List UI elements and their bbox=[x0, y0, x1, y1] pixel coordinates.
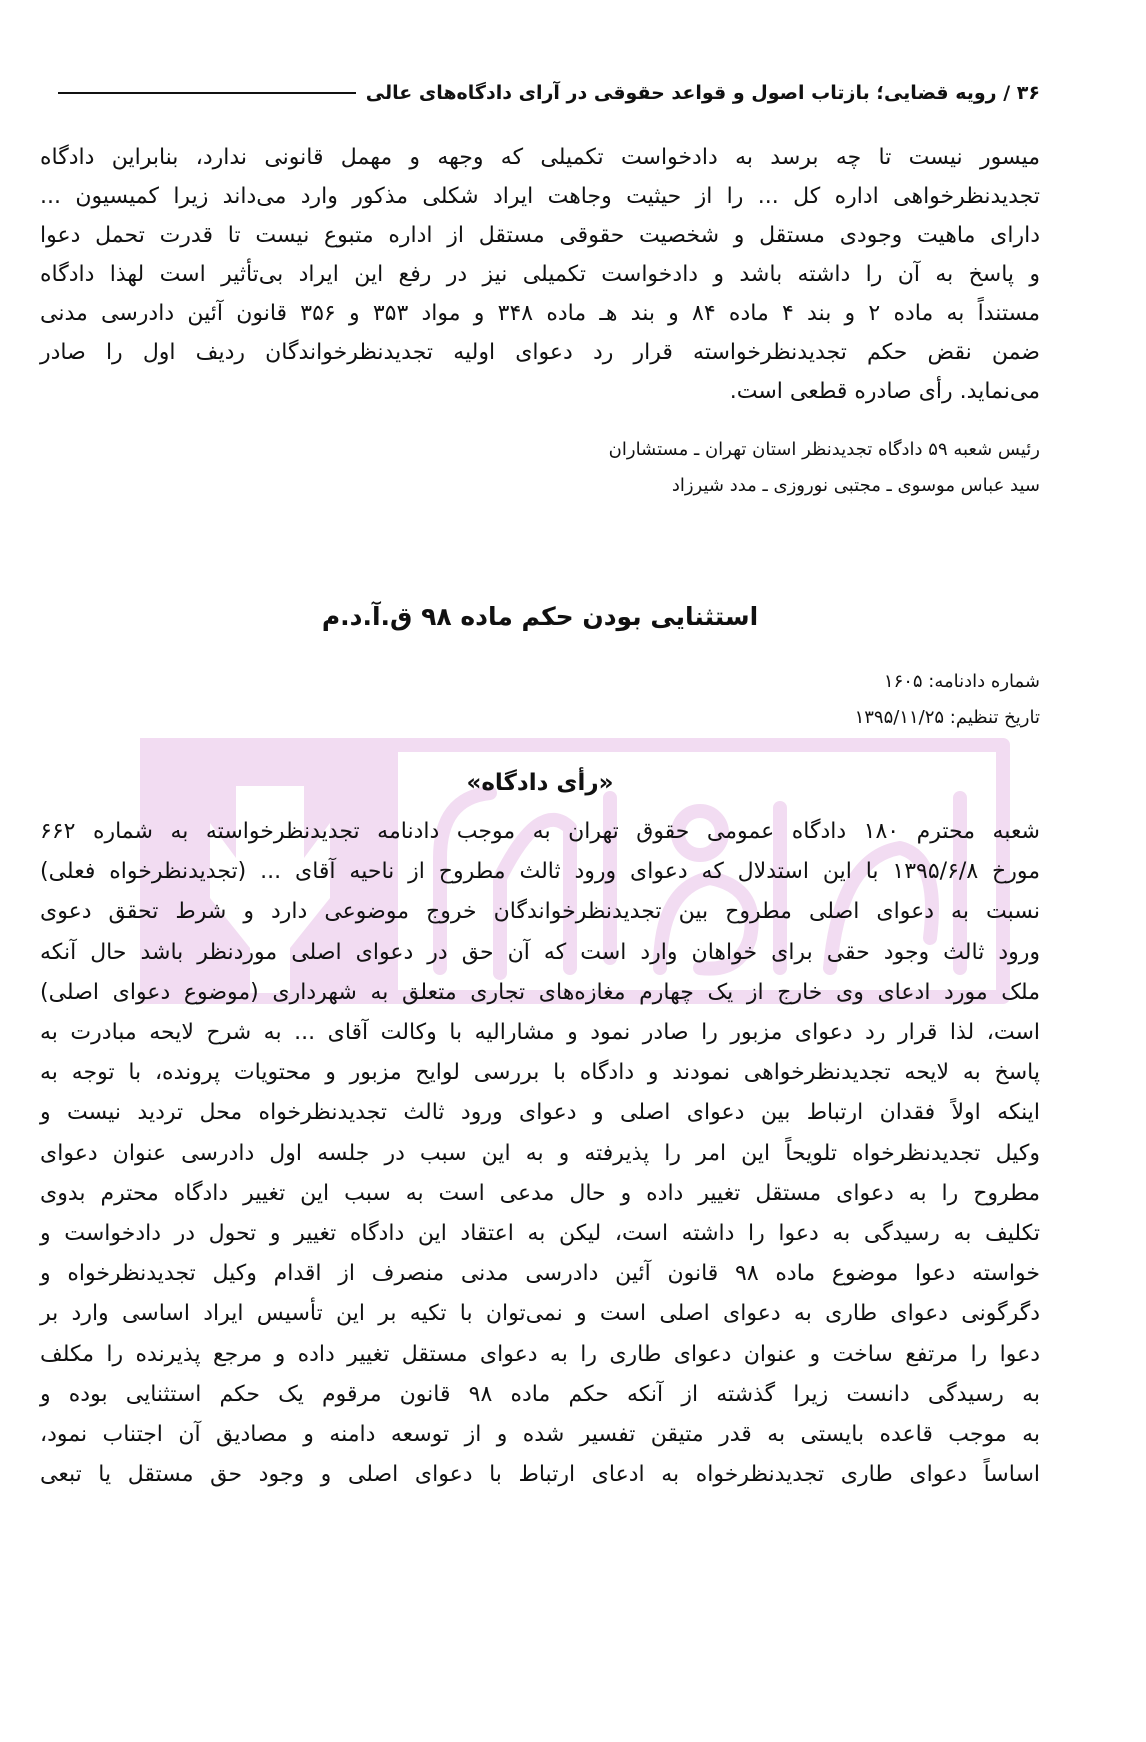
text-line: اینکه اولاً فقدان ارتباط بین دعوای اصلی و دعوای ورود ثالث تجدیدنظرخواه محل تردید نیست و bbox=[40, 1100, 1040, 1126]
previous-ruling-text bbox=[40, 138, 1040, 411]
text-line: تجدیدنظرخواهی اداره کل ... را از حیثیت وجاهت ایراد شکلی مذکور وارد می‌داند زیرا کمیسیون ... bbox=[40, 184, 1040, 209]
text-line: ضمن نقض حکم تجدیدنظرخواسته قرار رد دعوای اولیه تجدیدنظرخواندگان ردیف اول را صادر bbox=[40, 340, 1040, 365]
text-line: به موجب قاعده بایستی به قدر متیقن تفسیر شده و از توسعه دامنه و مصادیق آن اجتناب نمود، bbox=[40, 1422, 1040, 1448]
text-line: شعبه محترم ۱۸۰ دادگاه عمومی حقوق تهران به موجب دادنامه تجدیدنظرخواسته به شماره ۶۶۲ bbox=[40, 819, 1040, 844]
running-header bbox=[40, 78, 1040, 108]
text-line: خواسته دعوا موضوع ماده ۹۸ قانون آئین دادرسی مدنی منصرف از اقدام وکیل تجدیدنظرخواه و bbox=[40, 1261, 1041, 1287]
text-line: به رسیدگی دانست زیرا گذشته از آنکه حکم ماده ۹۸ قانون مرقوم یک حکم استثنایی بوده و bbox=[40, 1381, 1040, 1407]
court-ruling-heading: «رأی دادگاه» bbox=[466, 770, 614, 796]
text-line: مورخ ۱۳۹۵/۶/۸ با این استدلال که دعوای ورود ثالث مطروح از ناحیه آقای ... (تجدیدنظرخواه فعلی) bbox=[40, 859, 1040, 885]
text-line: تکلیف به رسیدگی به دعوا را داشته است، لیکن به اعتقاد این دادگاه تغییر و تحول در دادخواست و bbox=[40, 1221, 1040, 1247]
signature-block bbox=[40, 432, 1040, 504]
text-line: مستنداً به ماده ۲ و بند ۴ ماده ۸۴ و بند هـ ماده ۳۴۸ و مواد ۳۵۳ و ۳۵۶ قانون آئین دادرسی مدنی bbox=[40, 301, 1040, 326]
case-body-text bbox=[40, 812, 1040, 1495]
text-line: وکیل تجدیدنظرخواه تلویحاً این امر را پذیرفته و به این سبب در جلسه اول دادرسی عنوان دعوای bbox=[40, 1140, 1040, 1166]
text-line: است، لذا قرار رد دعوای مزبور را صادر نمود و مشارالیه با وکالت آقای ... به شرح لایحه مبادرت به bbox=[40, 1020, 1040, 1046]
text-line: نسبت به دعوای اصلی مطروح بین تجدیدنظرخواندگان خروج موضوعی دارد و شرط تحقق دعوی bbox=[40, 899, 1040, 925]
case-title: استثنایی بودن حکم ماده ۹۸ ق.آ.د.م bbox=[321, 602, 759, 631]
issue-date: تاریخ تنظیم: ۱۳۹۵/۱۱/۲۵ bbox=[854, 707, 1040, 728]
text-line: دعوا را مرتفع ساخت و عنوان دعوای طاری را به دعوای مستقل تغییر داده و مرجع پذیرنده را مکلف bbox=[40, 1341, 1040, 1367]
case-meta bbox=[40, 664, 1040, 736]
text-line: اساساً دعوای طاری تجدیدنظرخواه به ادعای ارتباط با دعوای اصلی و وجود حق مستقل یا تبعی bbox=[40, 1462, 1040, 1488]
signature-line: سید عباس موسوی ـ مجتبی نوروزی ـ مدد شیرزاد bbox=[671, 475, 1040, 496]
text-line: دگرگونی دعوای طاری به دعوای اصلی است و نمی‌توان با تکیه بر این تأسیس ایراد اساسی وارد بر bbox=[40, 1301, 1040, 1327]
text-line: دارای ماهیت وجودی مستقل و شخصیت حقوقی مستقل از اداره متبوع نیست تا قدرت تحمل دعوا bbox=[40, 223, 1040, 248]
text-line: ورود ثالث وجود حقی برای خواهان وارد است که آن حق در دعوای اصلی موردنظر باشد حال آنکه bbox=[40, 939, 1040, 965]
text-line: می‌نماید. رأی صادره قطعی است. bbox=[729, 379, 1040, 404]
running-header-title: ۳۶ / رویه قضایی؛ بازتاب اصول و قواعد حقوقی در آرای دادگاه‌های عالی bbox=[365, 82, 1040, 104]
header-rule bbox=[58, 92, 356, 94]
text-line: و پاسخ به آن را داشته باشد و دادخواست تکمیلی نیز در رفع این ایراد بی‌تأثیر است لهذا دادگاه bbox=[40, 262, 1040, 287]
text-line: مطروح را به دعوای مستقل تغییر داده و حال مدعی است به سبب این تغییر دادگاه محترم بدوی bbox=[40, 1180, 1040, 1206]
signature-line: رئیس شعبه ۵۹ دادگاه تجدیدنظر استان تهران ـ مستشاران bbox=[608, 439, 1040, 460]
text-line: میسور نیست تا چه برسد به دادخواست تکمیلی که وجهه و مهمل قانونی ندارد، بنابراین دادگاه bbox=[40, 145, 1040, 170]
verdict-number: شماره دادنامه: ۱۶۰۵ bbox=[883, 671, 1040, 692]
text-line: ملک مورد ادعای وی خارج از یک چهارم مغازه‌های تجاری متعلق به شهرداری (موضوع دعوای اصلی) bbox=[40, 979, 1040, 1005]
text-line: پاسخ به لایحه تجدیدنظرخواهی نمودند و دادگاه با بررسی لوایح مزبور و محتویات پرونده، با توجه به bbox=[40, 1060, 1040, 1086]
